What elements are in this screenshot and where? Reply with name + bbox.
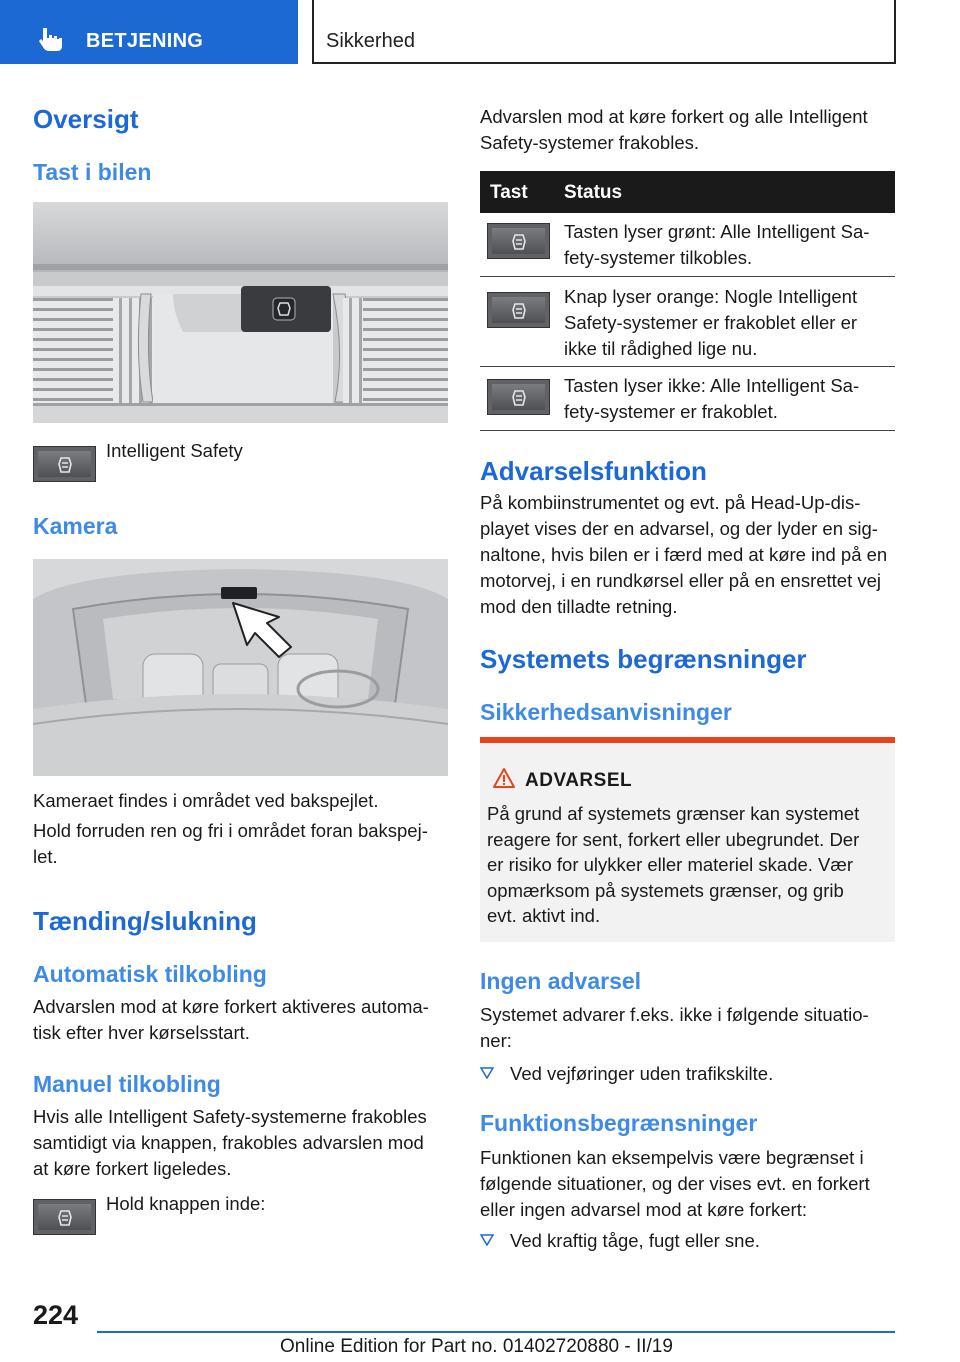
- warning-line: reagere for sent, forkert eller ubegrundet. Der: [487, 828, 860, 850]
- heading-funktionsbegraensninger: Funktionsbegrænsninger: [480, 1110, 758, 1136]
- auto-text-b: tisk efter hver kørselsstart.: [33, 1022, 250, 1043]
- heading-advarselsfunktion: Advarselsfunktion: [480, 456, 707, 486]
- table-row: [480, 367, 895, 431]
- status-line: Safety-systemer er frakoblet eller er: [564, 312, 858, 333]
- heading-sikkerhedsanvisninger: Sikkerhedsanvisninger: [480, 699, 732, 725]
- bullet-triangle-icon: [480, 1234, 494, 1246]
- camera-text-2b: let.: [33, 846, 58, 867]
- warning-text-d: motorvej, i en rundkørsel eller på en ensrettet vej: [480, 570, 882, 591]
- page-number: 224: [33, 1300, 79, 1330]
- nowarn-text-b: ner:: [480, 1030, 512, 1051]
- camera-text-2a: Hold forruden ren og fri i området foran bakspej‐: [33, 820, 428, 841]
- status-line: Tasten lyser ikke: Alle Intelligent Sa‐: [564, 375, 860, 396]
- list-item: [480, 1228, 895, 1254]
- warning-title: ADVARSEL: [525, 770, 633, 791]
- heading-automatisk-tilkobling: Automatisk tilkobling: [33, 961, 267, 987]
- heading-tast-i-bilen: Tast i bilen: [33, 159, 152, 185]
- intro-text-b: Safety-systemer frakobles.: [480, 132, 699, 153]
- warning-text-b: playet vises der en advarsel, og der lyder en sig‐: [480, 518, 878, 539]
- func-text-c: eller ingen advarsel mod at køre forkert:: [480, 1199, 807, 1220]
- func-text-a: Funktionen kan eksempelvis være begrænset i: [480, 1147, 864, 1168]
- camera-location-illustration: [33, 559, 448, 776]
- list-item: [480, 1061, 895, 1087]
- func-text-b: følgende situationer, og der vises evt. en forkert: [480, 1173, 870, 1194]
- chapter-label: Sikkerhed: [326, 30, 415, 52]
- bullet-triangle-icon: [480, 1067, 494, 1079]
- warning-triangle-icon: [492, 767, 516, 789]
- warning-body: [487, 801, 887, 929]
- green-button-icon: [487, 223, 550, 259]
- section-label: BETJENING: [86, 30, 204, 52]
- intelligent-safety-label: Intelligent Safety: [106, 440, 243, 461]
- warning-line: er risiko for ulykker eller materiel skade. Vær: [487, 854, 853, 875]
- status-table: [480, 171, 895, 431]
- warning-line: evt. aktivt ind.: [487, 905, 601, 926]
- status-line: Tasten lyser grønt: Alle Intelligent Sa‐: [564, 221, 870, 242]
- warning-box: [480, 737, 895, 942]
- status-line: ikke til rådighed lige nu.: [564, 338, 758, 359]
- column-header-tast: Tast: [490, 182, 528, 203]
- chapter-header: [312, 0, 896, 64]
- heading-kamera: Kamera: [33, 513, 118, 539]
- section-tab[interactable]: [0, 0, 298, 64]
- heading-systemets-begraensninger: Systemets begrænsninger: [480, 644, 807, 674]
- hold-button-icon: [33, 1199, 96, 1235]
- warning-line: På grund af systemets grænser kan systemet: [487, 803, 860, 824]
- heading-manuel-tilkobling: Manuel tilkobling: [33, 1071, 221, 1097]
- dashboard-button-illustration: [33, 202, 448, 423]
- heading-oversigt: Oversigt: [33, 104, 139, 134]
- status-line: fety-systemer er frakoblet.: [564, 401, 778, 422]
- heading-ingen-advarsel: Ingen advarsel: [480, 968, 642, 994]
- nowarn-text-a: Systemet advarer f.eks. ikke i følgende situatio‐: [480, 1004, 869, 1025]
- hold-button-label: Hold knappen inde:: [106, 1193, 266, 1214]
- edition-text: Online Edition for Part no. 01402720880 - II/19: [280, 1336, 673, 1357]
- intelligent-safety-button-icon: [33, 446, 96, 482]
- pointing-hand-icon: [38, 26, 64, 52]
- intro-text-a: Advarslen mod at køre forkert og alle Intelligent: [480, 106, 868, 127]
- camera-text-1: Kameraet findes i området ved bakspejlet.: [33, 790, 379, 811]
- orange-button-icon: [487, 292, 550, 328]
- list-item-text: Ved vejføringer uden trafikskilte.: [510, 1063, 774, 1084]
- status-line: Knap lyser orange: Nogle Intelligent: [564, 286, 858, 307]
- manual-text-a: Hvis alle Intelligent Safety-systemerne frakobles: [33, 1106, 427, 1127]
- off-button-icon: [487, 379, 550, 415]
- footer-divider: [97, 1331, 895, 1333]
- warning-text-c: naltone, hvis bilen er i færd med at køre ind på en: [480, 544, 888, 565]
- table-header: [480, 171, 895, 213]
- status-line: fety-systemer tilkobles.: [564, 247, 753, 268]
- manual-text-c: at køre forkert ligeledes.: [33, 1158, 232, 1179]
- warning-text-e: mod den tilladte retning.: [480, 596, 678, 617]
- table-row: [480, 213, 895, 277]
- heading-taending-slukning: Tænding/slukning: [33, 906, 257, 936]
- auto-text-a: Advarslen mod at køre forkert aktiveres automa‐: [33, 996, 429, 1017]
- warning-line: opmærksom på systemets grænser, og grib: [487, 879, 844, 901]
- column-header-status: Status: [564, 182, 623, 203]
- list-item-text: Ved kraftig tåge, fugt eller sne.: [510, 1230, 760, 1251]
- warning-text-a: På kombiinstrumentet og evt. på Head-Up-dis‐: [480, 492, 861, 513]
- manual-text-b: samtidigt via knappen, frakobles advarslen mod: [33, 1132, 424, 1153]
- table-row: [480, 277, 895, 367]
